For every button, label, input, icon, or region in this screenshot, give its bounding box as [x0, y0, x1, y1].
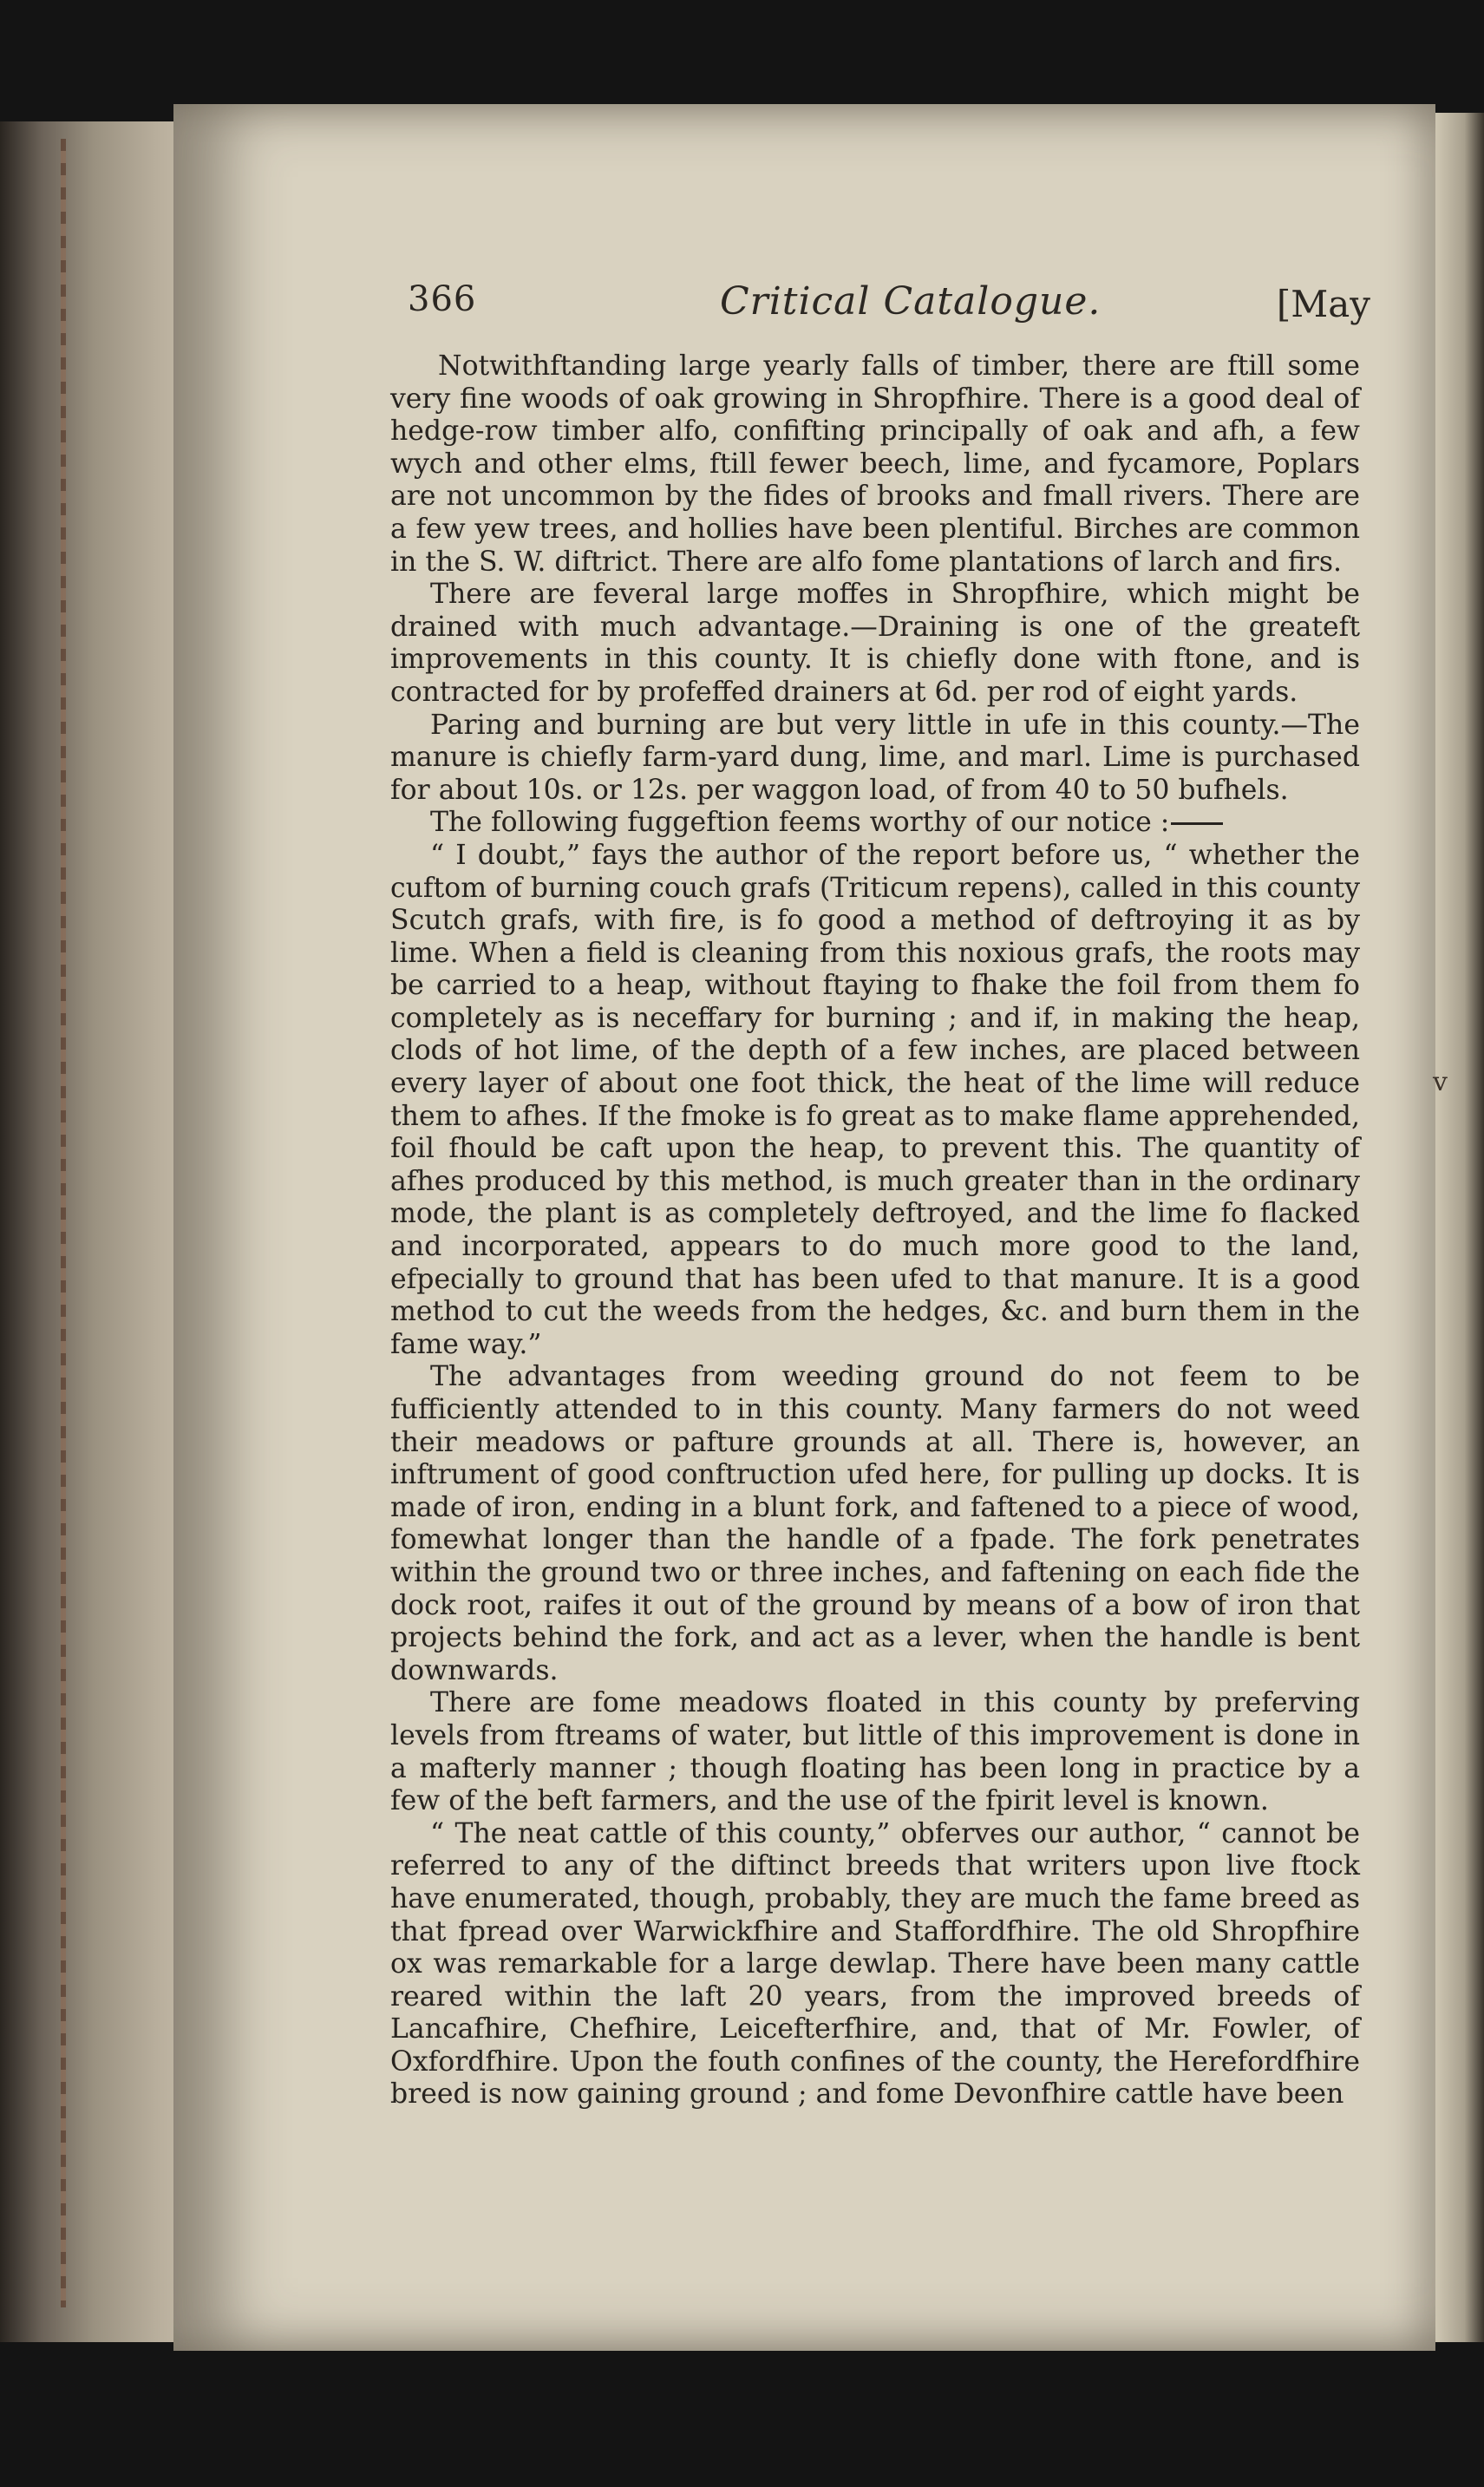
body-text — [390, 350, 1360, 2111]
book-spine-edge — [61, 139, 66, 2307]
margin-mark: v — [1433, 1067, 1448, 1097]
running-month: [May — [1276, 283, 1370, 325]
paragraph-paring: Paring and burning are but very little in ufe in this county.—The manure is chiefly farm-yard dung, lime, and marl. Lime is purchased for about 10s. or 12s. per waggon load, of from 40 to 50 bufhels. — [390, 709, 1360, 806]
paragraph-cattle: “ The neat cattle of this county,” obferves our author, “ cannot be referred to any of the diftinct breeds that writers upon live ftock have enumerated, though, probably, they are much the fame breed as that fpread over Warwickfhire and Staffordfhire. The old Shropfhire ox was remarkable for a large dewlap. There have been many cattle reared within the laft 20 years, from the improved breeds of Lancafhire, Chefhire, Leicefterfhire, and, that of Mr. Fowler, of Oxfordfhire. Upon the fouth confines of the county, the Herefordfhire breed is now gaining ground ; and fome Devonfhire cattle have been — [390, 1817, 1360, 2111]
running-title: Critical Catalogue. — [720, 279, 1102, 324]
suggestion-intro-text: The following fuggeftion feems worthy of our notice : — [430, 807, 1170, 839]
dash-rule — [1171, 822, 1223, 825]
paragraph-mosses: There are feveral large moffes in Shropfhire, which might be drained with much advantage.—Draining is one of the greateft improvements in this county. It is chiefly done with ftone, and is contracted for by profeffed drainers at 6d. per rod of eight yards. — [390, 579, 1360, 708]
paragraph-meadows: There are fome meadows floated in this county by preferving levels from ftreams of water, but little of this improvement is done in a mafterly manner ; though floating has been long in practice by a few of the beft farmers, and the use of the fpirit level is known. — [390, 1687, 1360, 1817]
page-edge-right — [1435, 113, 1484, 2342]
running-header — [408, 276, 1370, 337]
paragraph-suggestion-intro — [390, 807, 1360, 840]
paragraph-timber: Notwithftanding large yearly falls of timber, there are ftill some very fine woods of oak growing in Shropfhire. There is a good deal of hedge-row timber alfo, confifting principally of oak and afh, a few wych and other elms, ftill fewer beech, lime, and fycamore, Poplars are not uncommon by the fides of brooks and fmall rivers. There are a few yew trees, and hollies have been plentiful. Birches are common in the S. W. diftrict. There are alfo fome plantations of larch and firs. — [390, 350, 1360, 578]
paragraph-couch-grass-quote: “ I doubt,” fays the author of the report before us, “ whether the cuftom of burning couch grafs (Triticum repens), called in this county Scutch grafs, with fire, is fo good a method of deftroying it as by lime. When a field is cleaning from this noxious grafs, the roots may be carried to a heap, without ftaying to fhake the foil from them fo completely as is neceffary for burning ; and if, in making the heap, clods of hot lime, of the depth of a few inches, are placed between every layer of about one foot thick, the heat of the lime will reduce them to afhes. If the fmoke is fo great as to make flame apprehended, foil fhould be caft upon the heap, to prevent this. The quantity of afhes produced by this method, is much greater than in the ordinary mode, the plant is as completely deftroyed, and the lime fo flacked and incorporated, appears to do much more good to the land, efpecially to ground that has been ufed to that manure. It is a good method to cut the weeds from the hedges, &c. and burn them in the fame way.” — [390, 839, 1360, 1360]
paragraph-weeding: The advantages from weeding ground do not feem to be fufficiently attended to in this county. Many farmers do not weed their meadows or pafture grounds at all. There is, however, an inftrument of good conftruction ufed here, for pulling up docks. It is made of iron, ending in a blunt fork, and faftened to a piece of wood, fomewhat longer than the handle of a fpade. The fork penetrates within the ground two or three inches, and faftening on each fide the dock root, raifes it out of the ground by means of a bow of iron that projects behind the fork, and act as a lever, when the handle is bent downwards. — [390, 1361, 1360, 1686]
page-number: 366 — [408, 279, 477, 319]
